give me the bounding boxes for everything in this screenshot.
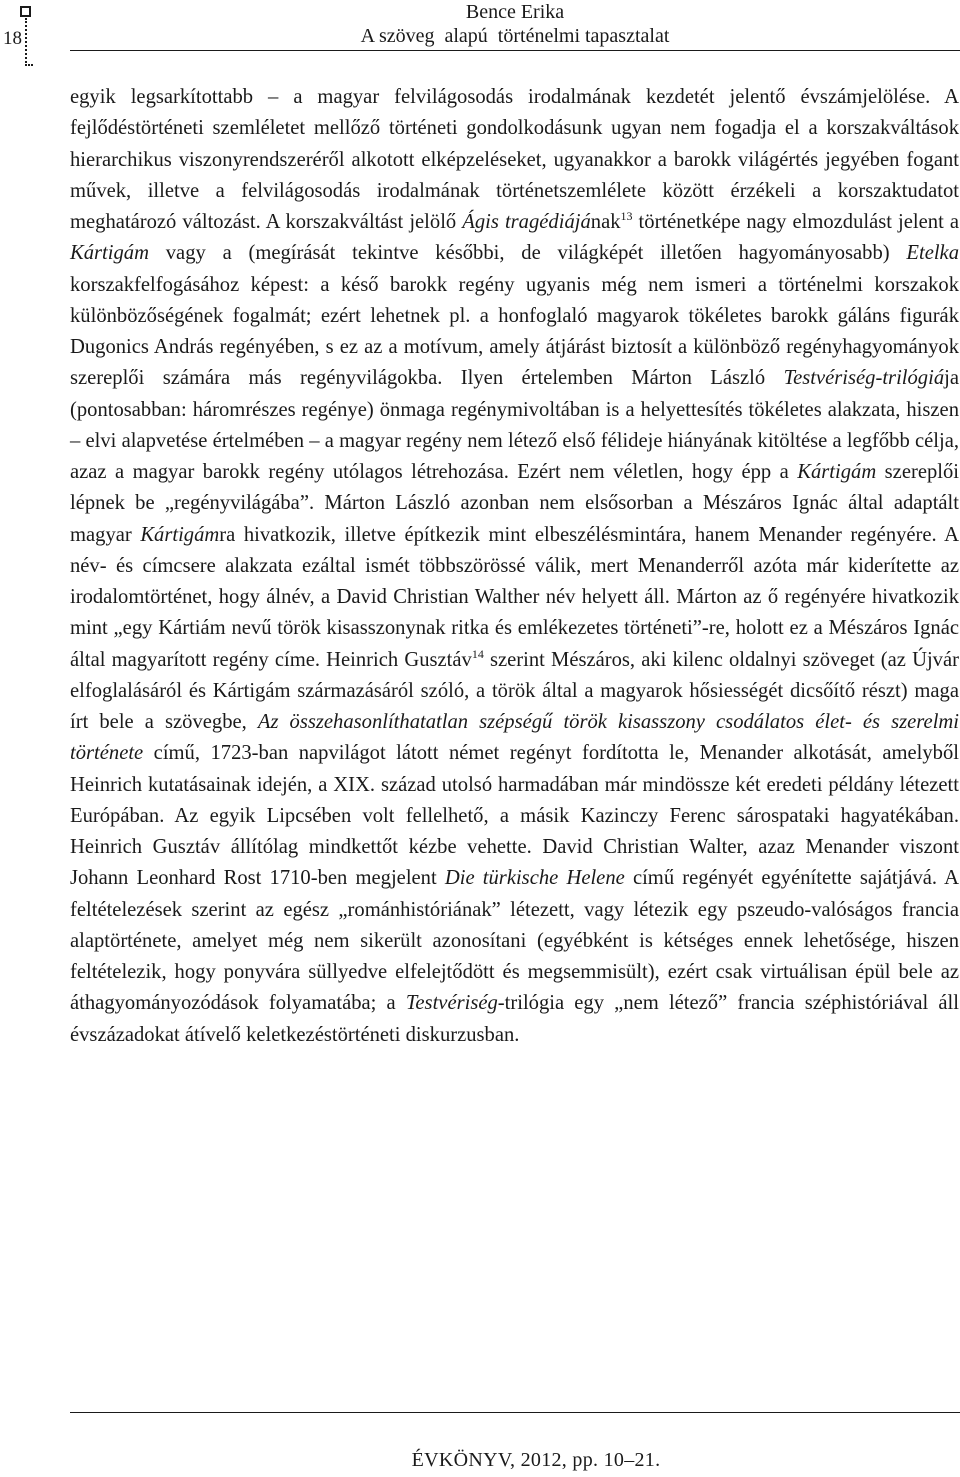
footer-rule — [70, 1412, 960, 1413]
dotted-vertical-line — [25, 18, 27, 66]
corner-marker-icon — [20, 6, 31, 17]
footnote-ref-13: 13 — [620, 209, 633, 223]
footnote-ref-14: 14 — [471, 646, 484, 661]
dotted-horizontal-line — [25, 64, 33, 66]
header-rule — [70, 50, 960, 51]
header-title: A szöveg alapú történelmi tapasztalat — [360, 25, 670, 47]
body-paragraph: egyik legsarkítottabb – a magyar felvilágosodás irodalmának kezdetét jelentő évszámjelölése. A fejlődéstörténeti szemléletet mellőző történeti gondolkodásunk ugyan nem fogadja el a korszakváltások hierarchikus viszonyrendszeréről alkotott elképzeléseket, ugyanakkor a barokk világértés jegyében fogant művek, illetve a felvilágosodás irodalmának történetszemlélete között érzékeli a korszaktudatot meghatározó változást. A korszakváltást jelölő Ágis tragédiájának$^{13}$ történetképe nagy elmozdulást jelent a Kártigám vagy a (megírását tekintve későbbi, de világképét illetően hagyományosabb) Etelka korszakfelfogásához képest: a késő barokk regény ugyanis még nem ismeri a történelmi korszakok különbözőségének fogalmát; ezért lehetnek pl. a honfoglaló magyarok tökéletes barokk gáláns figurák Dugonics András regényében, s ez az a motívum, amely átjárást biztosít a különböző regényhagyományok szereplői számára más regényvilágokba. Ilyen értelemben Márton László Testvériség-trilógiája (pontosabban: háromrészes regénye) önmaga regénymivoltában is a helyettesítés tökéletes alakzata, hiszen – elvi alapvetése értelmében – a magyar regény nem létező első félideje hiányának kitöltése a legfőbb célja, azaz a magyar barokk regény utólagos létrehozása. Ezért nem véletlen, hogy épp a Kártigám szereplői lépnek be „regényvilágába”. Márton László azonban nem elsősorban a Mészáros Ignác által adaptált magyar Kártigámra hivatkozik, illetve építkezik mint elbeszélésmintára, hanem Menander regényére. A név- és címcsere alakzata ezáltal ismét többszörössé válik, mert Menanderről azóta már kiderítette az irodalomtörténet, hogy álnév, a David Christian Walther név helyett áll. Márton az ő regényére hivatkozik mint „egy Kártiám nevű török kisasszonynak ritka és emlékezetes történeti”-re, holott ez a Mészáros Ignác által magyarított regény címe. Heinrich Gusztáv$^{14}$ szerint Mészáros, aki kilenc oldalnyi szöveget (az Újvár elfoglalásáról és Kártigám származásáról szóló, a török által a magyarok hősiességét dicsőítő részt) maga írt bele a szövegbe, Az összehasonlíthatatlan szépségű török kisasszony csodálatos élet- és szerelmi története című, 1723-ban napvilágot látott német regényt fordította le, Menander alkotását, amelyből Heinrich kutatásainak idején, a XIX. század utolsó harmadában már mindössze két eredeti példány létezett Európában. Az egyik Lipcsében volt fellelhető, a másik Kazinczy Ferenc sárospataki hagyatékában. Heinrich Gusztáv állítólag mindkettőt kézbe vehette. David Christian Walter, azaz Menander viszont Johann Leonhard Rost 1710-ben megjelent Die türkische Helene című regényét egyénítette sajátjává. A feltételezések szerint az egész „románhistóriának” létezett, vagy létezik egy pszeudo-valóságos francia alaptörténete, amelyet még nem sikerült azonosítani (egyébként is kétséges ennek lehetősége, hiszen feltételezik, hogy ponyvára süllyedve elfelejtődött és megsemmisült), ezért csak virtuálisan épül bele az áthagyományozódások folyamatába; a Testvériség-trilógia egy „nem létező” francia széphistóriával áll évszázadokat átívelő keletkezéstörténeti diskurzusban. — [70, 86, 960, 1046]
header-author: Bence Erika — [465, 1, 565, 23]
running-header — [340, 0, 690, 48]
page-number: 18 — [3, 28, 22, 49]
footer-citation: ÉVKÖNYV, 2012, pp. 10–21. — [411, 1449, 661, 1471]
